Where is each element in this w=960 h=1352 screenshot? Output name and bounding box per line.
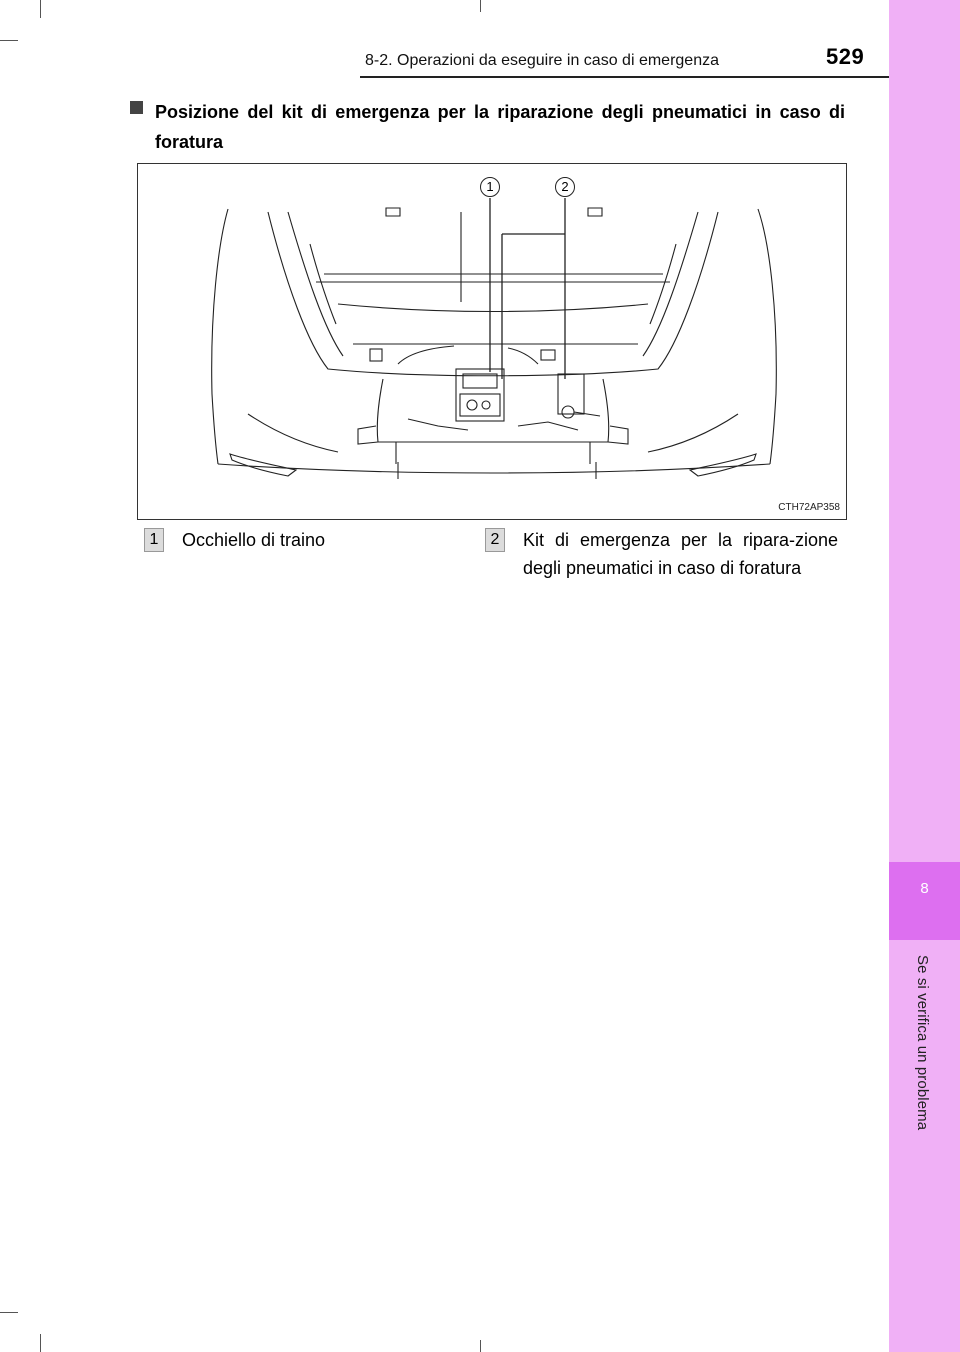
crop-mark	[480, 0, 481, 12]
crop-mark	[40, 1334, 41, 1352]
trunk-drawing	[138, 164, 848, 521]
crop-mark	[40, 0, 41, 18]
chapter-number: 8	[920, 880, 929, 897]
section-heading-text: Posizione del kit di emergenza per la riparazione degli pneumatici in caso di foratura	[155, 102, 845, 152]
legend-text-2: Kit di emergenza per la ripara-zione degli pneumatici in caso di foratura	[523, 530, 838, 578]
crop-mark	[480, 1340, 481, 1352]
header-rule	[360, 76, 889, 78]
legend-number-2: 2	[485, 528, 505, 552]
crop-mark	[0, 1312, 18, 1313]
chapter-sidebar	[889, 0, 960, 1352]
crop-mark	[0, 40, 18, 41]
legend-text-1: Occhiello di traino	[182, 530, 326, 550]
chapter-tab	[889, 862, 960, 940]
figure-code: CTH72AP358	[778, 502, 840, 513]
callout-2: 2	[555, 177, 575, 197]
header-section-title: 8-2. Operazioni da eseguire in caso di emergenza	[365, 52, 719, 69]
section-heading	[130, 97, 845, 157]
trunk-illustration	[137, 163, 847, 520]
callout-1: 1	[480, 177, 500, 197]
chapter-title: Se si verifica un problema	[914, 955, 931, 1131]
page-number: 529	[826, 44, 865, 69]
legend-number-1: 1	[144, 528, 164, 552]
